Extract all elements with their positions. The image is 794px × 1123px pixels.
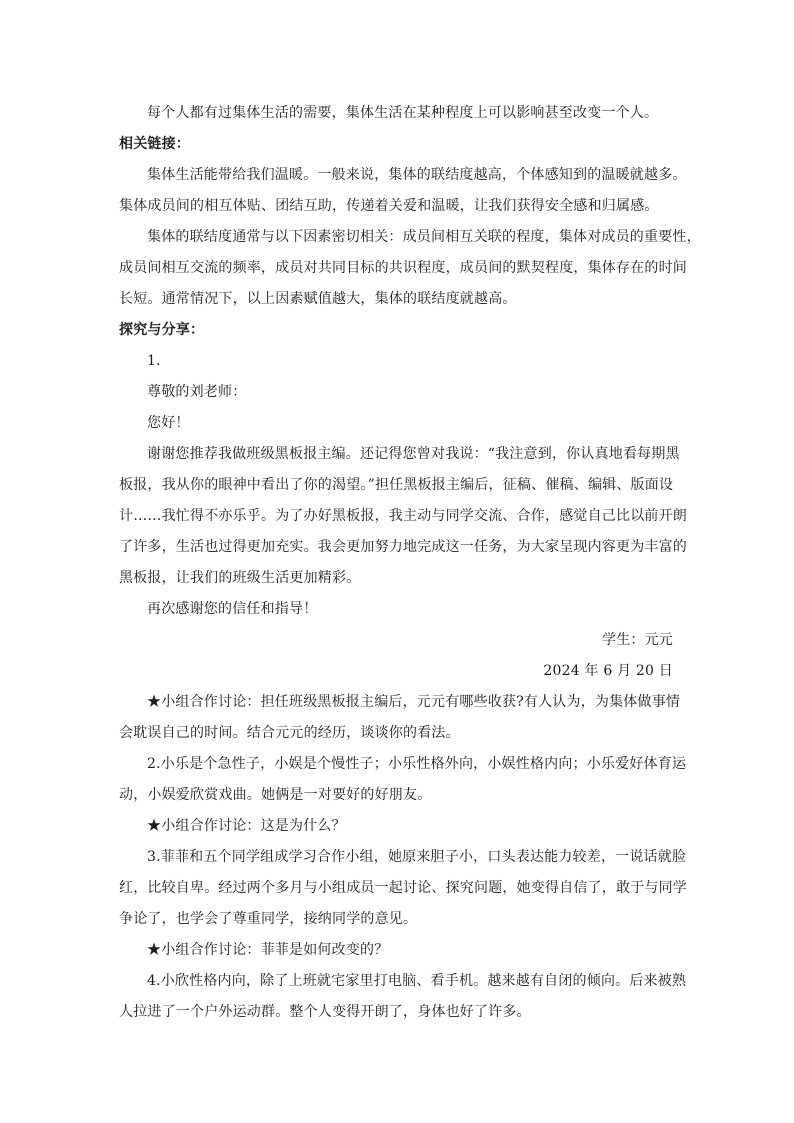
link2-line3: 长短。通常情况下，以上因素赋值越大，集体的联结度就越高。: [119, 291, 517, 307]
discussion1-line2: 会耽误自己的时间。结合元元的经历，谈谈你的看法。: [119, 725, 460, 741]
letter-body-line2: 板报，我从你的眼神中看出了你的渴望。”担任黑板报主编后，征稿、催稿、编辑、版面设: [119, 477, 674, 493]
discussion3: ★小组合作讨论：菲菲是如何改变的？: [147, 942, 389, 958]
letter-salutation: 尊敬的刘老师：: [147, 384, 247, 400]
item4-line2: 人拉进了一个户外运动群。整个人变得开朗了，身体也好了许多。: [119, 1004, 531, 1020]
letter-greeting: 您好！: [147, 415, 190, 431]
letter-body-line4: 了许多，生活也过得更加充实。我会更加努力地完成这一任务，为大家呈现内容更为丰富的: [119, 539, 687, 555]
letter-closing: 再次感谢您的信任和指导！: [147, 601, 318, 617]
heading-related-links: 相关链接：: [119, 136, 190, 152]
discussion1-line1: ★小组合作讨论：担任班级黑板报主编后，元元有哪些收获?有人认为，为集体做事情: [147, 694, 681, 710]
item4-line1: 4.小欣性格内向，除了上班就宅家里打电脑、看手机。越来越有自闭的倾向。后来被熟: [147, 973, 687, 989]
item3-line1: 3.菲菲和五个同学组成学习合作小组，她原来胆子小，口头表达能力较差，一说话就脸: [147, 849, 687, 865]
letter-signature: 学生：元元: [602, 632, 673, 648]
letter-date: 2024 年 6 月 20 日: [543, 663, 673, 679]
intro-paragraph: 每个人都有过集体生活的需要，集体生活在某种程度上可以影响甚至改变一个人。: [147, 105, 659, 121]
item2-line2: 动，小娱爱欣赏戏曲。她俩是一对要好的好朋友。: [119, 787, 432, 803]
link2-line1: 集体的联结度通常与以下因素密切相关：成员间相互关联的程度，集体对成员的重要性，: [147, 229, 701, 245]
item2-line1: 2.小乐是个急性子，小娱是个慢性子；小乐性格外向，小娱性格内向；小乐爱好体育运: [147, 756, 687, 772]
letter-body-line1: 谢谢您推荐我做班级黑板报主编。还记得您曾对我说：“我注意到，你认真地看每期黑: [147, 446, 680, 462]
item3-line2: 红，比较自卑。经过两个多月与小组成员一起讨论、探究问题，她变得自信了，敢于与同学: [119, 880, 687, 896]
discussion2: ★小组合作讨论：这是为什么？: [147, 818, 346, 834]
link1-line1: 集体生活能带给我们温暖。一般来说，集体的联结度越高，个体感知到的温暖就越多。: [147, 167, 687, 183]
item1-number: 1.: [147, 353, 161, 369]
letter-body-line3: 计……我忙得不亦乐乎。为了办好黑板报，我主动与同学交流、合作，感觉自己比以前开朗: [119, 508, 687, 524]
item3-line3: 争论了，也学会了尊重同学，接纳同学的意见。: [119, 911, 418, 927]
link1-line2: 集体成员间的相互体贴、团结互助，传递着关爱和温暖，让我们获得安全感和归属感。: [119, 198, 659, 214]
heading-explore-share: 探究与分享：: [119, 322, 205, 338]
link2-line2: 成员间相互交流的频率，成员对共同目标的共识程度，成员间的默契程度，集体存在的时间: [119, 260, 687, 276]
letter-body-line5: 黑板报，让我们的班级生活更加精彩。: [119, 570, 361, 586]
